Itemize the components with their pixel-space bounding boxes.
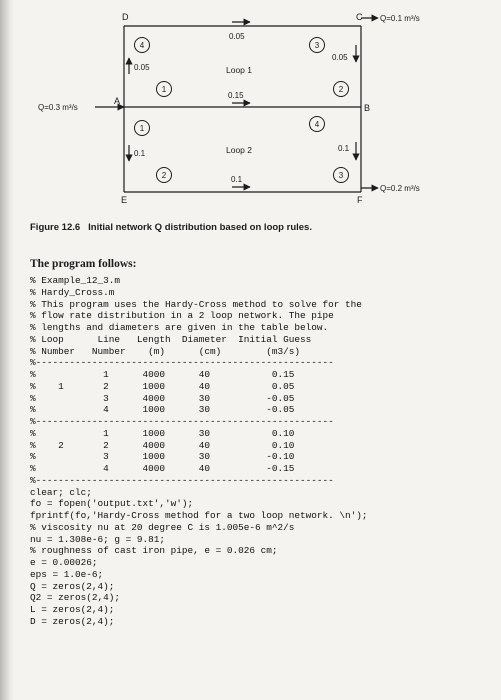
loop-2-label: Loop 2 bbox=[226, 145, 252, 155]
pipe-network-diagram bbox=[0, 0, 501, 215]
loop1-pipe4-number: 4 bbox=[139, 41, 145, 50]
node-A-label: A bbox=[114, 96, 121, 106]
loop2-pipe4-number: 4 bbox=[314, 120, 320, 129]
outflow-F-label: Q=0.2 m³/s bbox=[380, 184, 420, 193]
node-F-label: F bbox=[357, 195, 363, 205]
outflow-C-label: Q=0.1 m³/s bbox=[380, 14, 420, 23]
loop1-pipe3-number: 3 bbox=[314, 41, 320, 50]
flow-AE-value: 0.1 bbox=[134, 149, 146, 158]
matlab-code-listing: % Example_12_3.m % Hardy_Cross.m % This program uses the Hardy-Cross method to solve for the % flow rate distribution in a 2 loop network. The pipe % lengths and diameters are given in the table below. % Loop Line Length Diameter Initial Guess % Number Number (m) (cm) (m3/s) %----------------------------------------------------- % 1 4000 40 0.15 % 1 2 1000 40 0.05 % 3 4000 30 -0.05 % 4 1000 30 -0.05 %----------------------------------------------------- % 1 1000 30 0.10 % 2 2 4000 40 0.10 % 3 1000 30 -0.10 % 4 4000 40 -0.15 %----------------------------------------------------- clear; clc; fo = fopen('output.txt','w'); fprintf(fo,'Hardy-Cross method for a two loop network. \n'); % viscosity nu at 20 degree C is 1.005e-6 m^2/s nu = 1.308e-6; g = 9.81; % roughness of cast iron pipe, e = 0.026 cm; e = 0.00026; eps = 1.0e-6; Q = zeros(2,4); Q2 = zeros(2,4); L = zeros(2,4); D = zeros(2,4); bbox=[30, 275, 368, 627]
node-E-label: E bbox=[121, 195, 128, 205]
inflow-A-label: Q=0.3 m³/s bbox=[38, 103, 78, 112]
program-heading: The program follows: bbox=[30, 258, 137, 270]
flow-EF-value: 0.1 bbox=[231, 175, 243, 184]
flow-DC-value: 0.05 bbox=[229, 32, 245, 41]
figure-caption bbox=[30, 222, 312, 233]
node-C-label: C bbox=[356, 12, 363, 22]
figure-number: Figure 12.6 bbox=[30, 222, 81, 233]
loop1-pipe2-number: 2 bbox=[338, 85, 344, 94]
flow-BF-value: 0.1 bbox=[338, 144, 350, 153]
loop2-pipe1-number: 1 bbox=[139, 124, 145, 133]
flow-DA-value: 0.05 bbox=[134, 63, 150, 72]
loop1-pipe1-number: 1 bbox=[161, 85, 167, 94]
flow-CB-value: 0.05 bbox=[332, 53, 348, 62]
loop2-pipe3-number: 3 bbox=[338, 171, 344, 180]
node-D-label: D bbox=[122, 12, 129, 22]
loop2-pipe2-number: 2 bbox=[161, 171, 167, 180]
node-B-label: B bbox=[364, 103, 371, 113]
loop-1-label: Loop 1 bbox=[226, 65, 252, 75]
flow-AB-value: 0.15 bbox=[228, 91, 244, 100]
figure-title: Initial network Q distribution based on loop rules. bbox=[88, 222, 312, 233]
